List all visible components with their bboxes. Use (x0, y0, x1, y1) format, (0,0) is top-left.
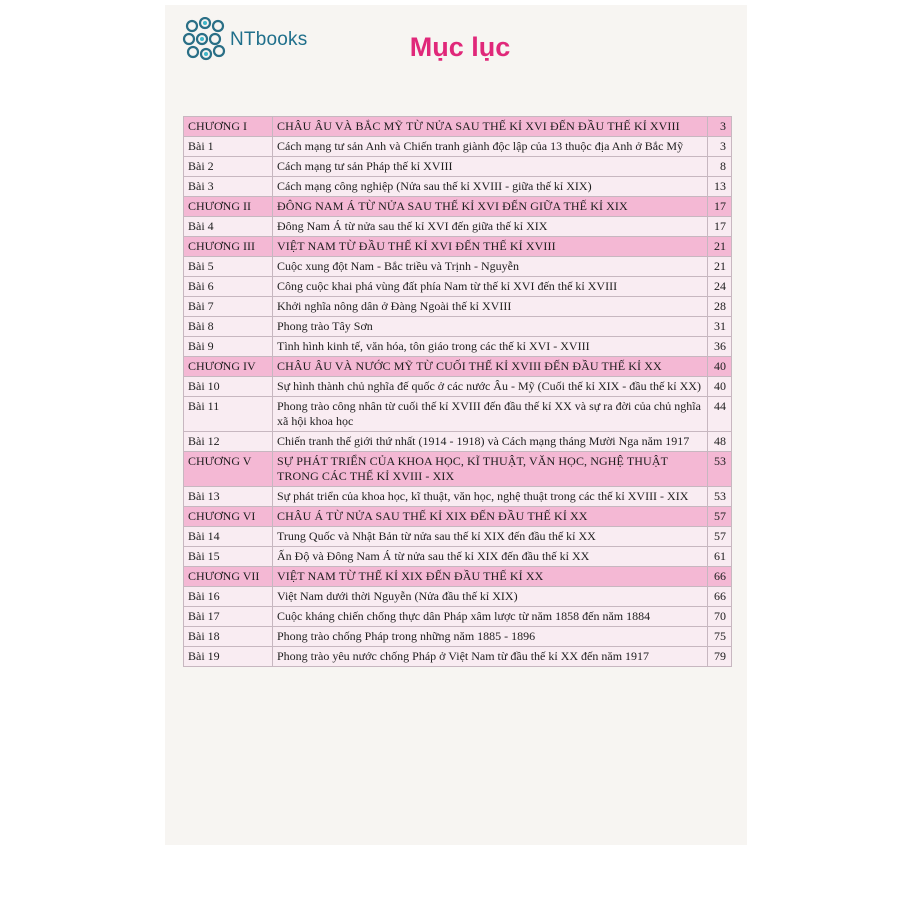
toc-entry-title: Phong trào công nhân từ cuối thế kỉ XVIII đến đầu thế kỉ XX và sự ra đời của chủ nghĩa xã hội khoa học (273, 397, 708, 432)
toc-lesson-row (184, 137, 732, 157)
toc-lesson-row (184, 297, 732, 317)
toc-lesson-row (184, 607, 732, 627)
toc-table (183, 116, 732, 667)
toc-entry-title: Công cuộc khai phá vùng đất phía Nam từ thế kỉ XVI đến thế kỉ XVIII (273, 277, 708, 297)
toc-lesson-row (184, 337, 732, 357)
toc-entry-title: Khởi nghĩa nông dân ở Đàng Ngoài thế kỉ XVIII (273, 297, 708, 317)
toc-label: Bài 14 (184, 527, 273, 547)
toc-lesson-row (184, 587, 732, 607)
toc-chapter-row (184, 197, 732, 217)
toc-lesson-row (184, 527, 732, 547)
toc-entry-title: Phong trào chống Pháp trong những năm 1885 - 1896 (273, 627, 708, 647)
toc-label: Bài 10 (184, 377, 273, 397)
toc-lesson-row (184, 627, 732, 647)
toc-label: Bài 17 (184, 607, 273, 627)
toc-chapter-row (184, 452, 732, 487)
toc-lesson-row (184, 432, 732, 452)
toc-label: Bài 7 (184, 297, 273, 317)
toc-label: CHƯƠNG II (184, 197, 273, 217)
toc-label: Bài 3 (184, 177, 273, 197)
toc-chapter-row (184, 117, 732, 137)
toc-label: Bài 13 (184, 487, 273, 507)
toc-lesson-row (184, 277, 732, 297)
toc-lesson-row (184, 317, 732, 337)
toc-entry-title: Đông Nam Á từ nửa sau thế kỉ XVI đến giữa thế kỉ XIX (273, 217, 708, 237)
toc-chapter-row (184, 507, 732, 527)
toc-entry-title: Cuộc xung đột Nam - Bắc triều và Trịnh - Nguyễn (273, 257, 708, 277)
molecule-logo-icon (182, 17, 228, 63)
toc-label: Bài 6 (184, 277, 273, 297)
toc-page-number: 57 (708, 507, 732, 527)
toc-page-number: 40 (708, 357, 732, 377)
toc-page-number: 40 (708, 377, 732, 397)
toc-entry-title: VIỆT NAM TỪ ĐẦU THẾ KỈ XVI ĐẾN THẾ KỈ XVIII (273, 237, 708, 257)
toc-label: Bài 4 (184, 217, 273, 237)
toc-page-number: 48 (708, 432, 732, 452)
toc-page-number: 53 (708, 487, 732, 507)
toc-label: CHƯƠNG VI (184, 507, 273, 527)
toc-label: Bài 5 (184, 257, 273, 277)
toc-label: CHƯƠNG VII (184, 567, 273, 587)
toc-page-number: 3 (708, 137, 732, 157)
toc-page-number: 31 (708, 317, 732, 337)
toc-page-number: 79 (708, 647, 732, 667)
toc-page-number: 66 (708, 587, 732, 607)
toc-page-number: 28 (708, 297, 732, 317)
toc-label: Bài 19 (184, 647, 273, 667)
toc-chapter-row (184, 357, 732, 377)
toc-page-number: 17 (708, 217, 732, 237)
toc-label: CHƯƠNG V (184, 452, 273, 487)
toc-label: Bài 12 (184, 432, 273, 452)
toc-entry-title: Việt Nam dưới thời Nguyễn (Nửa đầu thế kỉ XIX) (273, 587, 708, 607)
toc-entry-title: Tình hình kinh tế, văn hóa, tôn giáo trong các thế kỉ XVI - XVIII (273, 337, 708, 357)
brand-name: NTbooks (230, 29, 308, 50)
toc-page-number: 21 (708, 257, 732, 277)
toc-chapter-row (184, 567, 732, 587)
toc-entry-title: CHÂU ÂU VÀ NƯỚC MỸ TỪ CUỐI THẾ KỈ XVIII ĐẾN ĐẦU THẾ KỈ XX (273, 357, 708, 377)
toc-label: Bài 11 (184, 397, 273, 432)
toc-lesson-row (184, 397, 732, 432)
toc-chapter-row (184, 237, 732, 257)
toc-entry-title: Cách mạng tư sản Anh và Chiến tranh giành độc lập của 13 thuộc địa Anh ở Bắc Mỹ (273, 137, 708, 157)
toc-page-number: 36 (708, 337, 732, 357)
toc-entry-title: Cuộc kháng chiến chống thực dân Pháp xâm lược từ năm 1858 đến năm 1884 (273, 607, 708, 627)
toc-page-number: 44 (708, 397, 732, 432)
toc-lesson-row (184, 217, 732, 237)
toc-page-number: 53 (708, 452, 732, 487)
toc-entry-title: SỰ PHÁT TRIỂN CỦA KHOA HỌC, KĨ THUẬT, VĂN HỌC, NGHỆ THUẬT TRONG CÁC THẾ KỈ XVIII - XIX (273, 452, 708, 487)
toc-lesson-row (184, 257, 732, 277)
toc-label: Bài 15 (184, 547, 273, 567)
toc-lesson-row (184, 377, 732, 397)
toc-entry-title: Trung Quốc và Nhật Bản từ nửa sau thế kỉ XIX đến đầu thế kỉ XX (273, 527, 708, 547)
toc-lesson-row (184, 487, 732, 507)
toc-entry-title: Phong trào Tây Sơn (273, 317, 708, 337)
toc-page-number: 3 (708, 117, 732, 137)
toc-label: Bài 9 (184, 337, 273, 357)
toc-entry-title: Cách mạng tư sản Pháp thế kỉ XVIII (273, 157, 708, 177)
toc-label: CHƯƠNG I (184, 117, 273, 137)
toc-body (184, 117, 732, 667)
toc-page-number: 75 (708, 627, 732, 647)
toc-entry-title: CHÂU Á TỪ NỬA SAU THẾ KỈ XIX ĐẾN ĐẦU THẾ KỈ XX (273, 507, 708, 527)
toc-lesson-row (184, 177, 732, 197)
toc-entry-title: VIỆT NAM TỪ THẾ KỈ XIX ĐẾN ĐẦU THẾ KỈ XX (273, 567, 708, 587)
toc-page-number: 70 (708, 607, 732, 627)
toc-page-number: 21 (708, 237, 732, 257)
toc-label: Bài 18 (184, 627, 273, 647)
toc-entry-title: ĐÔNG NAM Á TỪ NỬA SAU THẾ KỈ XVI ĐẾN GIỮA THẾ KỈ XIX (273, 197, 708, 217)
toc-entry-title: Cách mạng công nghiệp (Nửa sau thế kỉ XVIII - giữa thế kỉ XIX) (273, 177, 708, 197)
toc-entry-title: Sự hình thành chủ nghĩa đế quốc ở các nước Âu - Mỹ (Cuối thế kỉ XIX - đầu thế kỉ XX) (273, 377, 708, 397)
page-title: Mục lục (409, 32, 511, 62)
toc-lesson-row (184, 647, 732, 667)
toc-label: Bài 2 (184, 157, 273, 177)
toc-entry-title: Chiến tranh thế giới thứ nhất (1914 - 1918) và Cách mạng tháng Mười Nga năm 1917 (273, 432, 708, 452)
brand-logo (182, 17, 332, 65)
toc-entry-title: Phong trào yêu nước chống Pháp ở Việt Nam từ đầu thế kỉ XX đến năm 1917 (273, 647, 708, 667)
toc-page-number: 61 (708, 547, 732, 567)
toc-page-number: 13 (708, 177, 732, 197)
toc-lesson-row (184, 547, 732, 567)
toc-page-number: 24 (708, 277, 732, 297)
toc-page-number: 66 (708, 567, 732, 587)
toc-page-number: 8 (708, 157, 732, 177)
toc-entry-title: CHÂU ÂU VÀ BẮC MỸ TỪ NỬA SAU THẾ KỈ XVI ĐẾN ĐẦU THẾ KỈ XVIII (273, 117, 708, 137)
toc-page-number: 17 (708, 197, 732, 217)
toc-entry-title: Sự phát triển của khoa học, kĩ thuật, văn học, nghệ thuật trong các thế kỉ XVIII - XIX (273, 487, 708, 507)
toc-label: Bài 1 (184, 137, 273, 157)
toc-page-number: 57 (708, 527, 732, 547)
toc-label: Bài 8 (184, 317, 273, 337)
toc-entry-title: Ấn Độ và Đông Nam Á từ nửa sau thế kỉ XIX đến đầu thế kỉ XX (273, 547, 708, 567)
toc-label: CHƯƠNG IV (184, 357, 273, 377)
toc-lesson-row (184, 157, 732, 177)
toc-label: CHƯƠNG III (184, 237, 273, 257)
toc-label: Bài 16 (184, 587, 273, 607)
